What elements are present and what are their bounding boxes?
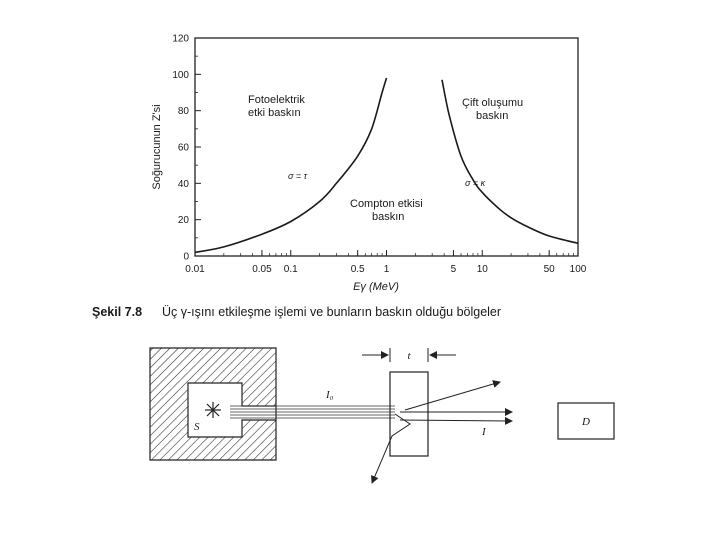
attenuation-setup-diagram (150, 348, 614, 483)
incident-intensity-label: I₀ (326, 389, 334, 401)
y-tick-label: 60 (177, 142, 189, 154)
y-tick-label: 20 (177, 215, 189, 227)
y-tick-label: 100 (172, 69, 189, 81)
photo-region-line1: Fotoelektrik (248, 94, 305, 106)
caption-label: Şekil 7.8 (92, 305, 143, 319)
caption-text: Üç γ-ışını etkileşme işlemi ve bunların baskın olduğu bölgeler (162, 305, 502, 319)
x-tick-label: 100 (569, 264, 587, 275)
figure-caption (92, 305, 501, 319)
outgoing-rays (372, 382, 512, 483)
source-label: S (194, 421, 200, 433)
pair-region-line1: Çift oluşumu (462, 97, 524, 109)
thickness-label: t (407, 350, 411, 362)
y-tick-label: 40 (177, 178, 189, 190)
annotation-left: σ = τ (288, 171, 308, 181)
pair-region-line2: baskın (476, 110, 509, 122)
compton-region-line1: Compton etkisi (350, 198, 423, 210)
x-tick-label: 10 (476, 264, 488, 275)
y-tick-label: 80 (177, 106, 189, 118)
y-ticks (172, 34, 201, 263)
transmitted-intensity-label: I (482, 426, 486, 438)
x-tick-label: 5 (450, 264, 457, 275)
x-tick-label: 1 (383, 264, 390, 275)
y-tick-label: 0 (183, 251, 189, 263)
x-tick-label: 0.01 (185, 264, 205, 275)
x-tick-label: 0.05 (252, 264, 272, 275)
x-tick-label: 50 (543, 264, 555, 275)
photo-region-line2: etki baskın (248, 107, 301, 119)
compton-region-line2: baskın (372, 211, 405, 223)
radiation-source-icon (205, 402, 221, 418)
x-ticks (185, 250, 587, 275)
x-tick-label: 0.1 (283, 264, 298, 275)
y-tick-label: 120 (172, 33, 189, 45)
x-axis-label: Eγ (MeV) (353, 281, 399, 293)
detector-label: D (582, 416, 590, 428)
y-axis-label: Soğurucunun Z'si (151, 104, 163, 190)
gamma-beam (230, 406, 395, 418)
x-tick-label: 0.5 (350, 264, 365, 275)
gamma-interaction-chart (151, 34, 587, 294)
annotation-right: σ = κ (465, 178, 486, 188)
